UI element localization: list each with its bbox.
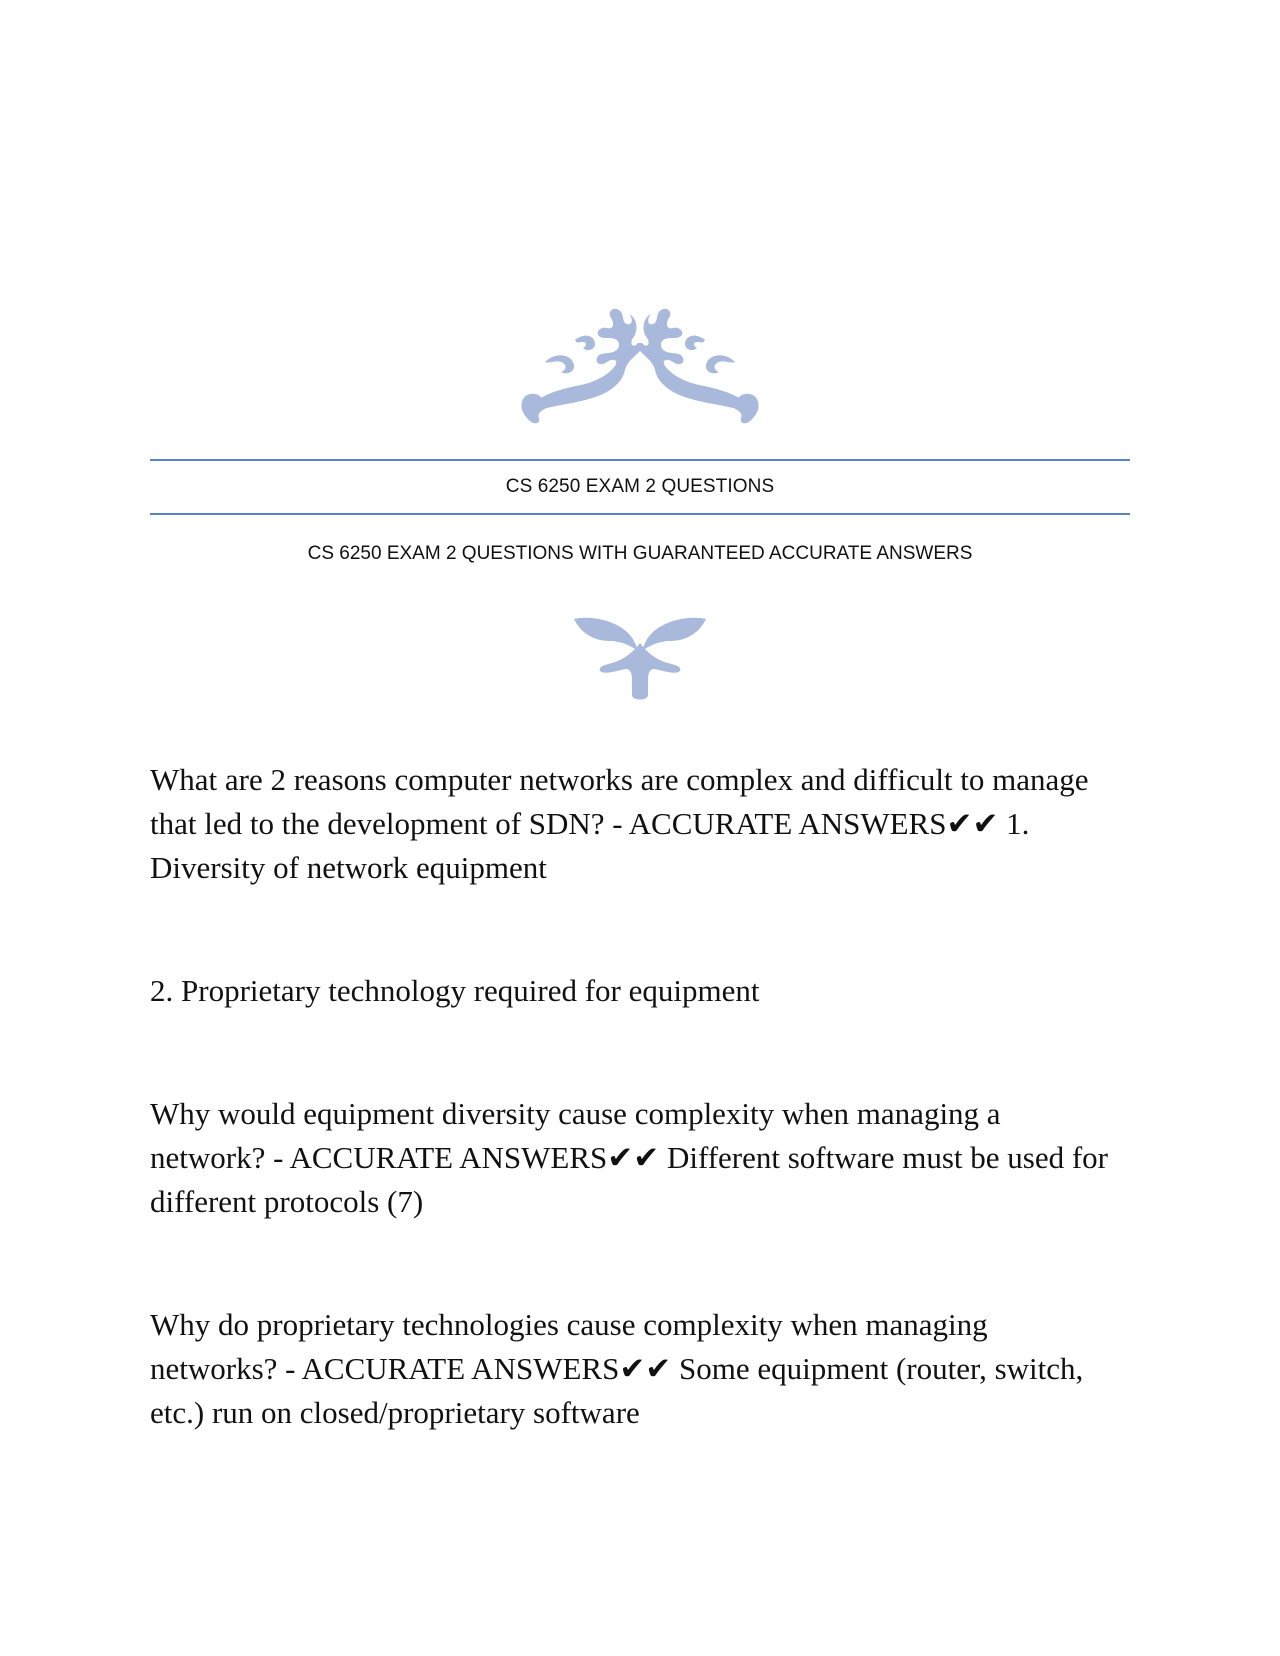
qa-paragraph-4: Why do proprietary technologies cause complexity when managing networks? - ACCURATE ANSWERS✔✔ Some equipment (router, switch, etc.) run on closed/proprietary software	[150, 1307, 1084, 1430]
qa-content	[150, 758, 1110, 1435]
header-title: CS 6250 EXAM 2 QUESTIONS	[505, 476, 775, 497]
document-subtitle: CS 6250 EXAM 2 QUESTIONS WITH GUARANTEED ACCURATE ANSWERS	[307, 543, 973, 564]
qa-paragraph-3: Why would equipment diversity cause complexity when managing a network? - ACCURATE ANSWERS✔✔ Different software must be used for different protocols (7)	[150, 1096, 1108, 1219]
floral-scroll-pair-icon	[515, 300, 765, 440]
qa-paragraph-2: 2. Proprietary technology required for equipment	[150, 973, 760, 1008]
qa-paragraph-1: What are 2 reasons computer networks are complex and difficult to manage that led to the development of SDN? - ACCURATE ANSWERS✔✔ 1. Diversity of network equipment	[150, 762, 1089, 885]
header-top-rule	[150, 459, 1130, 461]
leaf-flourish-icon	[572, 615, 708, 701]
header-bottom-rule	[150, 513, 1130, 515]
